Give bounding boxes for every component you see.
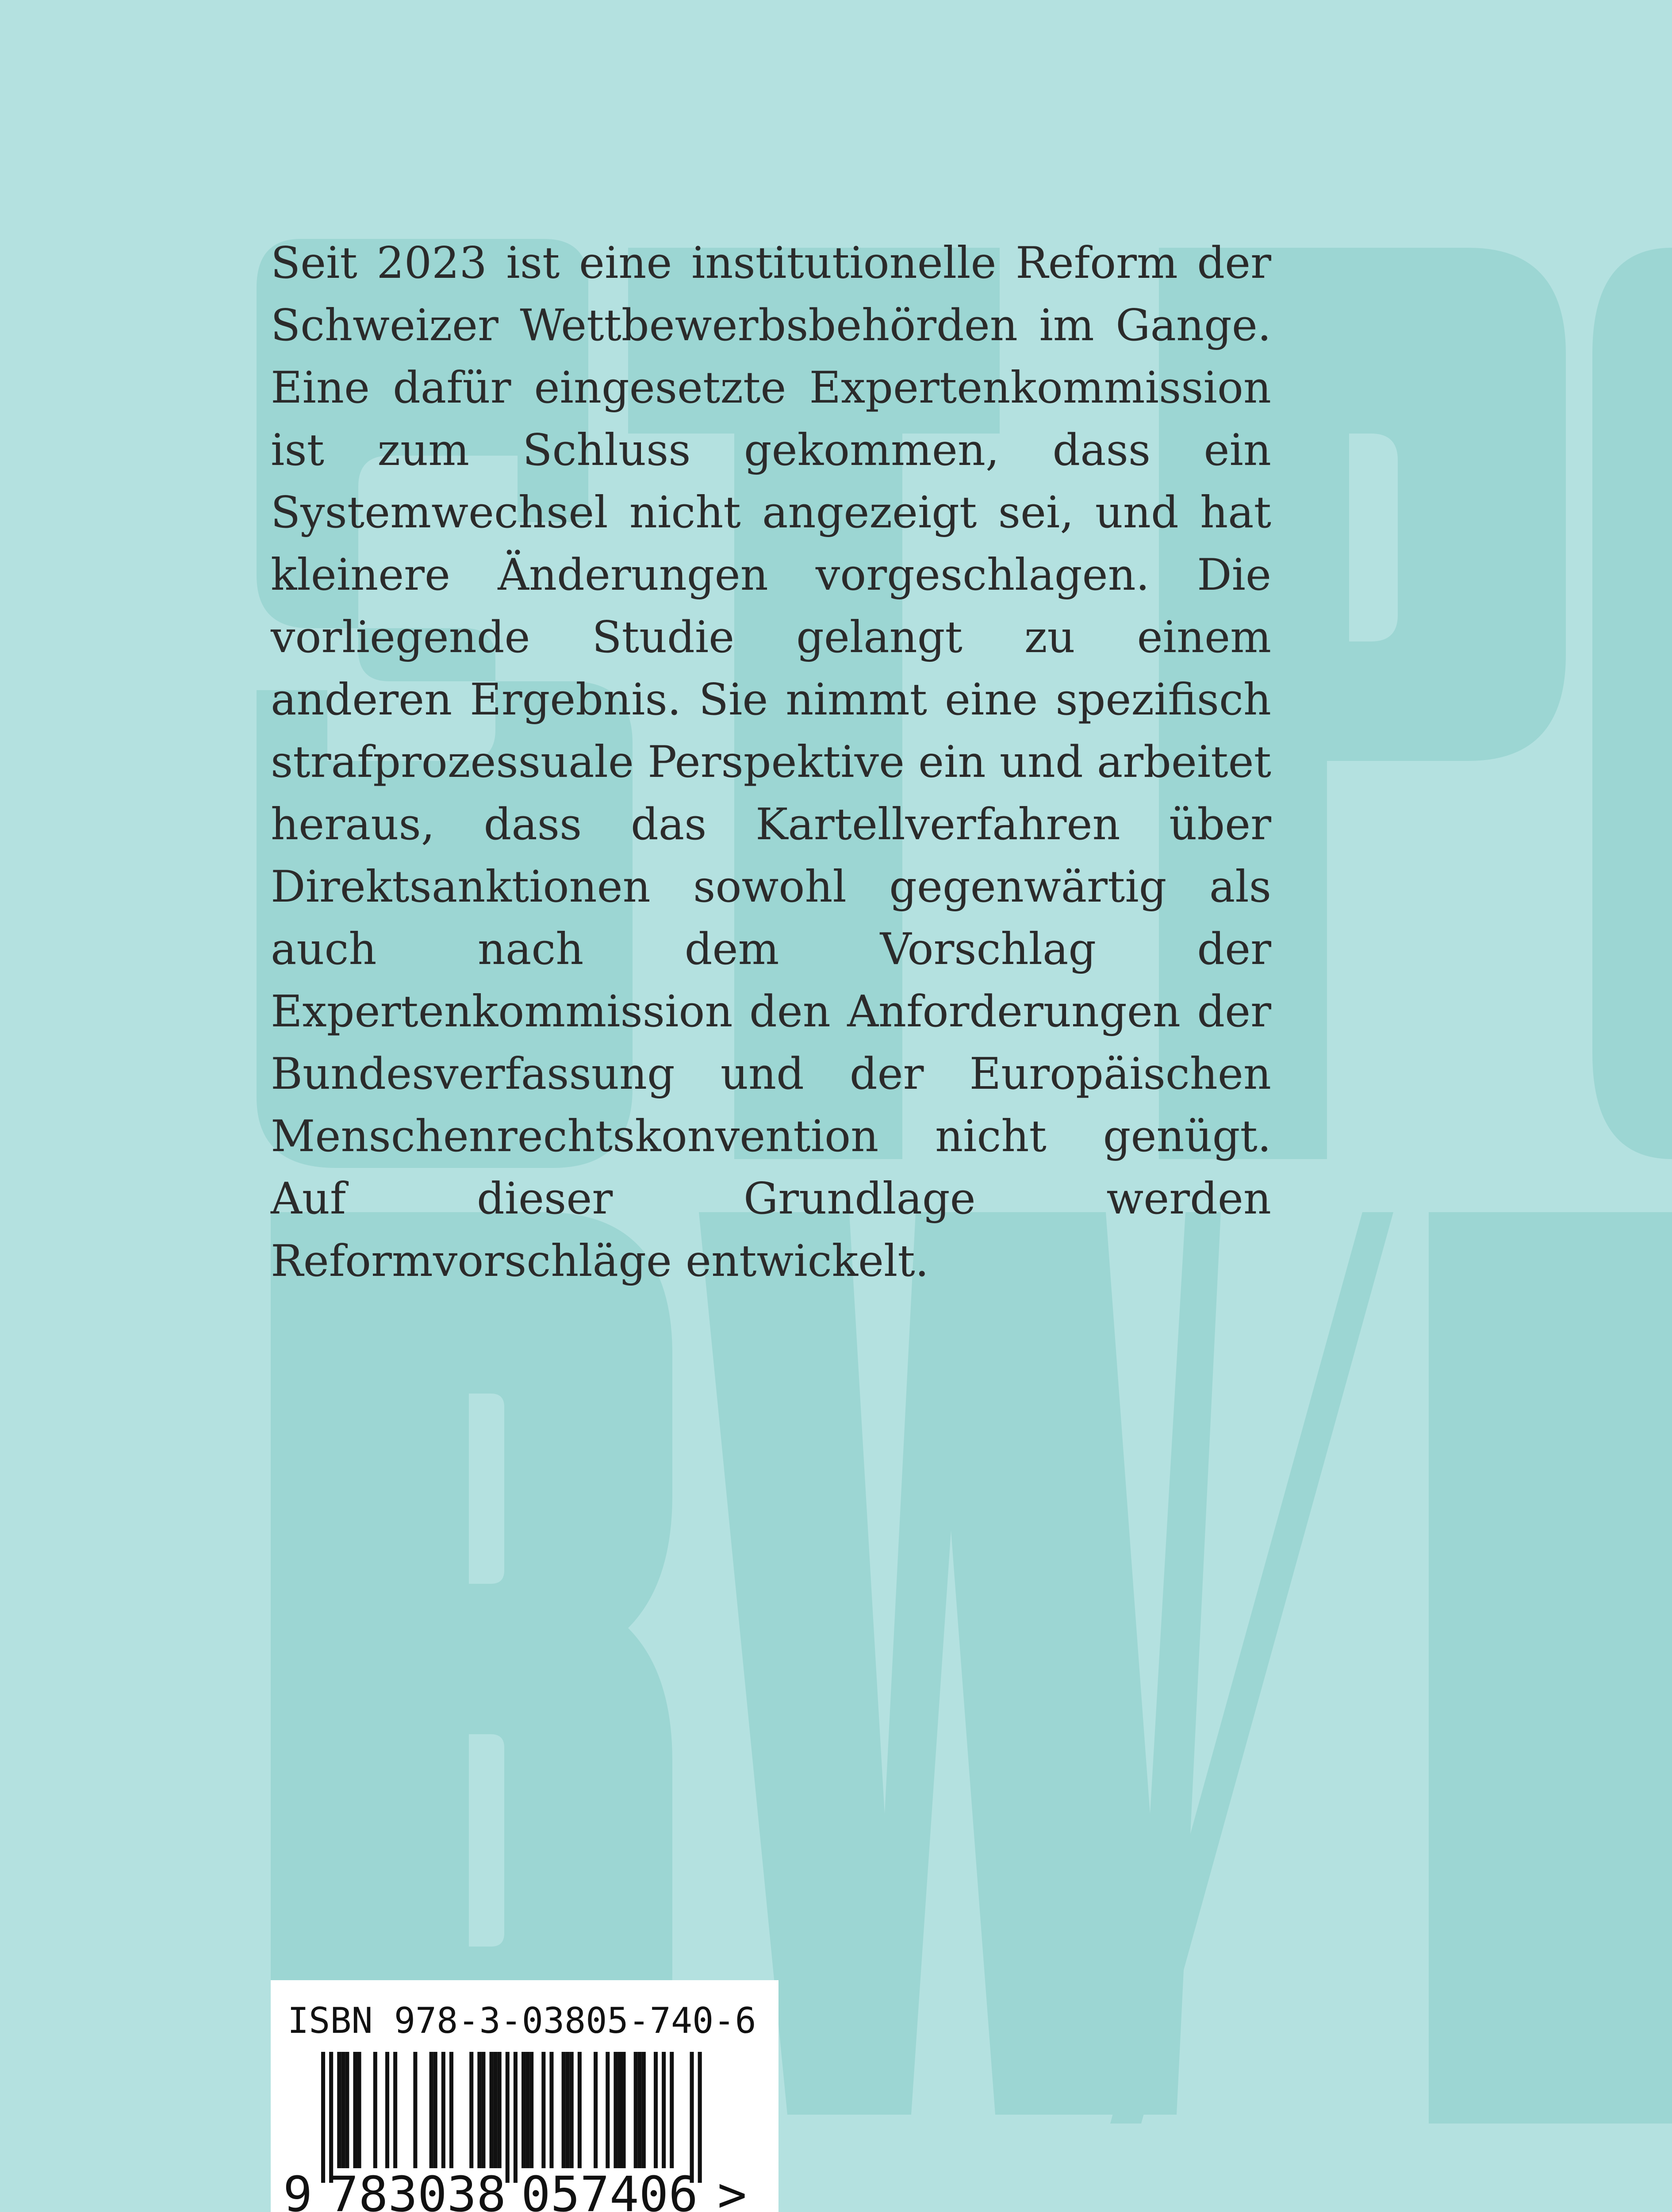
barcode-first-digit: 9	[283, 2166, 313, 2212]
barcode-bar	[477, 2052, 481, 2168]
isbn-label: ISBN 978-3-03805-740-6	[288, 2000, 756, 2041]
barcode-bar	[481, 2052, 485, 2168]
bg-slash	[1110, 1212, 1393, 2124]
barcode-bar	[506, 2052, 510, 2183]
barcode-bar	[522, 2052, 525, 2168]
barcode-bar	[562, 2052, 566, 2168]
barcode-bar	[541, 2052, 545, 2168]
barcode-bar	[662, 2052, 666, 2168]
barcode-bar	[525, 2052, 529, 2168]
blurb-text: Seit 2023 ist eine institutionelle Reform der Schweizer Wettbewerbsbehörden im Gange. Eine dafür eingesetzte Expertenkommission ist zum Schluss gekommen, dass ein Systemwechsel nicht angezeigt sei, und hat kleinere Änderungen vorgeschlagen. Die vorliegende Studie gelangt zu einem anderen Ergebnis. Sie nimmt eine spezifisch strafprozessuale Perspektive ein und arbeitet heraus, dass das Kartellverfahren über Direktsanktionen sowohl gegenwärtig als auch nach dem Vorschlag der Expertenkommission den Anforderungen der Bundesverfassung und der Europäischen Menschenrechtskonvention nicht genügt. Auf dieser Grundlage werden Reformvorschläge entwickelt.	[271, 238, 1271, 1286]
barcode-bar	[441, 2052, 445, 2168]
barcode-bar	[549, 2052, 553, 2168]
barcode-bar	[594, 2052, 598, 2168]
barcode-bar	[690, 2052, 694, 2183]
barcode-graphic	[271, 1980, 778, 2212]
barcode-bar	[357, 2052, 361, 2168]
barcode-bar	[329, 2052, 333, 2183]
barcode-quiet-zone-mark: >	[717, 2166, 747, 2212]
barcode-bar	[449, 2052, 453, 2168]
barcode-bar	[430, 2052, 433, 2168]
barcode-right-digits: 057406	[521, 2166, 698, 2212]
barcode-bar	[469, 2052, 473, 2168]
bg-letter-partial-b	[1429, 1212, 1672, 2124]
barcode-bars	[321, 2052, 702, 2183]
barcode-bar	[514, 2052, 518, 2183]
barcode-bar	[337, 2052, 341, 2168]
barcode-bar	[614, 2052, 617, 2168]
barcode-bar	[385, 2052, 389, 2168]
barcode-bar	[433, 2052, 437, 2168]
barcode-bar	[578, 2052, 582, 2168]
barcode-bar	[617, 2052, 621, 2168]
barcode-bar	[490, 2052, 494, 2168]
barcode-bar	[529, 2052, 533, 2168]
barcode-bar	[494, 2052, 498, 2168]
barcode-bar	[413, 2052, 417, 2168]
barcode-bar	[634, 2052, 638, 2168]
barcode-bar	[345, 2052, 349, 2168]
barcode-bar	[570, 2052, 574, 2168]
barcode-bar	[670, 2052, 674, 2168]
barcode-bar	[606, 2052, 610, 2168]
barcode-bar	[642, 2052, 646, 2168]
barcode-left-digits: 783038	[329, 2166, 506, 2212]
barcode-bar	[393, 2052, 397, 2168]
barcode-bar	[566, 2052, 570, 2168]
barcode-bar	[622, 2052, 626, 2168]
isbn-barcode	[271, 1980, 778, 2212]
barcode-bar	[698, 2052, 702, 2183]
barcode-bar	[341, 2052, 345, 2168]
bg-letter-partial-o	[1592, 248, 1672, 1159]
barcode-bar	[321, 2052, 325, 2183]
barcode-bar	[638, 2052, 642, 2168]
bg-letter-b	[271, 1212, 672, 2115]
barcode-bar	[498, 2052, 502, 2168]
barcode-bar	[353, 2052, 357, 2168]
bg-letter-w	[699, 1212, 1221, 2115]
barcode-bar	[654, 2052, 658, 2168]
barcode-bar	[373, 2052, 377, 2168]
